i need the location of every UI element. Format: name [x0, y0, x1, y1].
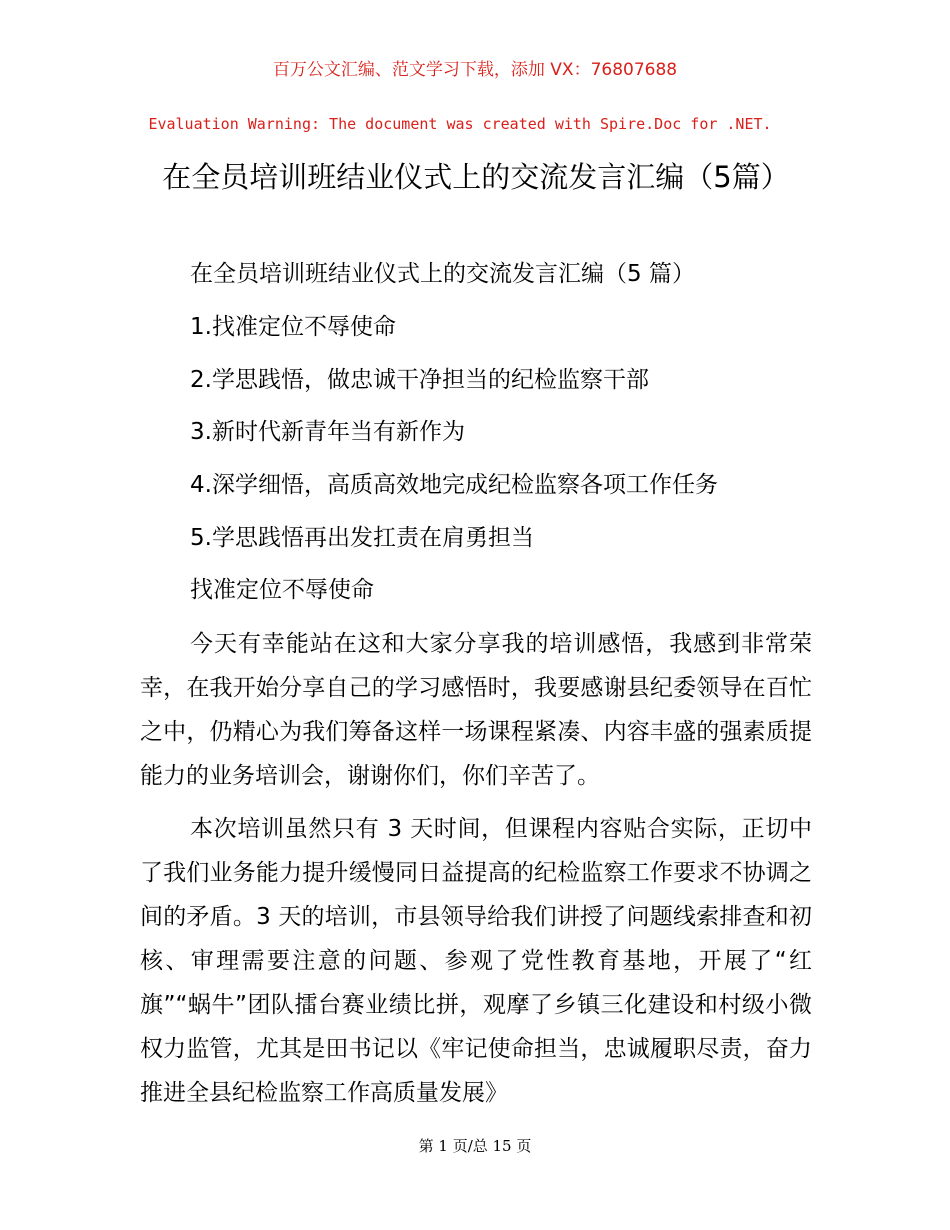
toc-item: 2.学思践悟，做忠诚干净担当的纪检监察干部	[190, 367, 649, 393]
toc-item: 3.新时代新青年当有新作为	[190, 419, 465, 445]
toc-item: 1.找准定位不辱使命	[190, 314, 396, 340]
toc-item: 5.学思践悟再出发扛责在肩勇担当	[190, 525, 534, 551]
page-number: 第 1 页/总 15 页	[418, 1137, 532, 1155]
evaluation-warning: Evaluation Warning: The document was created with Spire.Doc for .NET.	[148, 115, 772, 133]
document-title: 在全员培训班结业仪式上的交流发言汇编（5篇）	[162, 160, 790, 194]
section-heading: 找准定位不辱使命	[190, 577, 374, 603]
body-paragraph: 本次培训虽然只有 3 天时间，但课程内容贴合实际，正切中了我们业务能力提升缓慢同日益提高的纪检监察工作要求不协调之间的矛盾。3 天的培训，市县领导给我们讲授了问题线索排查和初核、审理需要注意的问题、参观了党性教育基地，开展了“红旗”“蜗牛”团队擂台赛业绩比拼，观摩了乡镇三化建设和村级小微权力监管，尤其是田书记以《牢记使命担当，忠诚履职尽责，奋力推进全县纪检监察工作高质量发展》	[140, 816, 812, 1106]
promo-header: 百万公文汇编、范文学习下载，添加 VX：76807688	[272, 60, 678, 80]
toc-item: 4.深学细悟，高质高效地完成纪检监察各项工作任务	[190, 472, 718, 498]
body-paragraph: 今天有幸能站在这和大家分享我的培训感悟，我感到非常荣幸，在我开始分享自己的学习感悟时，我要感谢县纪委领导在百忙之中，仍精心为我们筹备这样一场课程紧凑、内容丰盛的强素质提能力的业务培训会，谢谢你们，你们辛苦了。	[140, 631, 812, 789]
document-subtitle: 在全员培训班结业仪式上的交流发言汇编（5 篇）	[190, 261, 695, 287]
